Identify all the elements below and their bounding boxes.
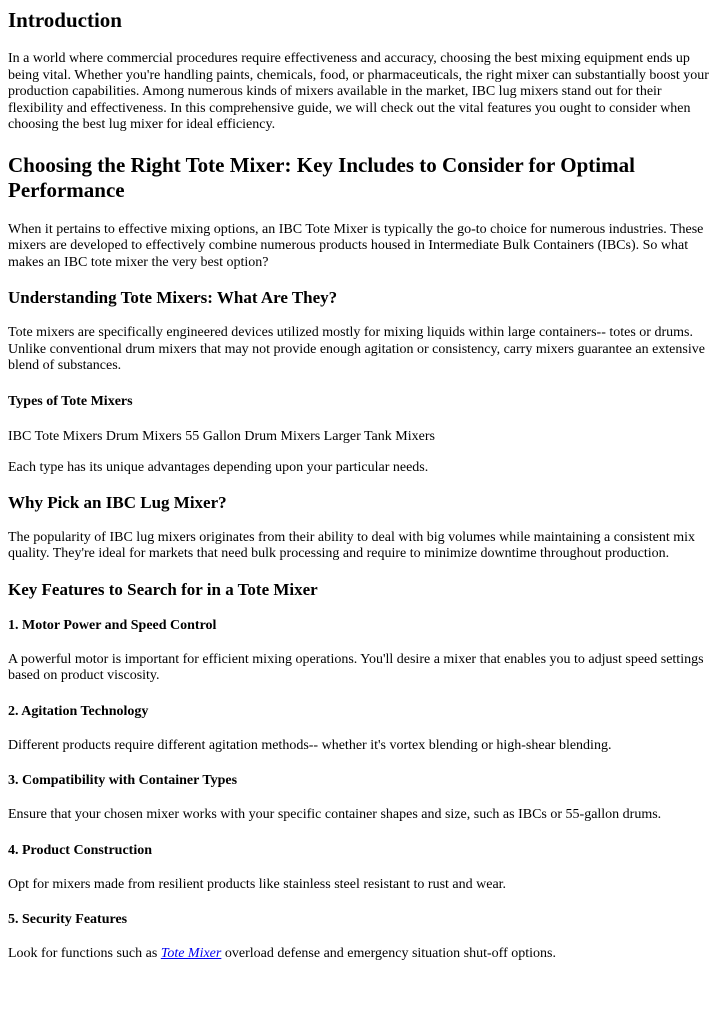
feature-text: Different products require different agitation methods-- whether it's vortex blending or high-shear blending. xyxy=(8,737,612,753)
feature-text: Ensure that your chosen mixer works with your specific container shapes and size, such as IBCs or 55-gallon drums. xyxy=(8,807,662,822)
feature-text: A powerful motor is important for efficient mixing operations. You'll desire a mixer that enables you to adjust speed settings based on product viscosity. xyxy=(8,651,704,683)
why-heading: Why Pick an IBC Lug Mixer? xyxy=(8,492,227,512)
feature-text xyxy=(8,946,712,963)
tote-mixer-link[interactable]: Tote Mixer xyxy=(160,946,222,961)
feature-text: Opt for mixers made from resilient products like stainless steel resistant to rust and wear. xyxy=(8,876,507,892)
choosing-paragraph: When it pertains to effective mixing options, an IBC Tote Mixer is typically the go-to choice for numerous industries. These mixers are developed to effectively combine numerous products housed in Intermediate Bulk Containers (IBCs). So what makes an IBC tote mixer the very best option? xyxy=(8,221,704,270)
feature-title: 1. Motor Power and Speed Control xyxy=(8,617,217,633)
feature-text-before: Look for functions such as xyxy=(8,946,161,961)
intro-heading: Introduction xyxy=(8,8,122,32)
types-paragraph: Each type has its unique advantages depending upon your particular needs. xyxy=(8,460,429,475)
feature-title: 3. Compatibility with Container Types xyxy=(8,773,238,788)
intro-paragraph: In a world where commercial procedures require effectiveness and accuracy, choosing the best mixing equipment ends up being vital. Whether you're handling paints, chemicals, food, or pharmaceuticals, the right mixer can substantially boost your production capabilities. Among numerous kinds of mixers available in the market, IBC lug mixers stand out for their flexibility and effectiveness. In this comprehensive guide, we will check out the vital features you ought to consider when choosing the best lug mixer for ideal efficiency. xyxy=(8,51,709,132)
feature-title: 2. Agitation Technology xyxy=(8,703,149,719)
why-paragraph: The popularity of IBC lug mixers originates from their ability to deal with big volumes while maintaining a consistent mix quality. They're ideal for markets that need bulk processing and require to minimize downtime throughout production. xyxy=(8,529,696,561)
feature-title: 4. Product Construction xyxy=(8,842,153,858)
types-heading: Types of Tote Mixers xyxy=(8,393,133,409)
feature-title: 5. Security Features xyxy=(8,912,128,927)
features-heading: Key Features to Search for in a Tote Mixer xyxy=(8,579,318,599)
choosing-heading: Choosing the Right Tote Mixer: Key Includes to Consider for Optimal Performance xyxy=(8,152,635,202)
types-list: IBC Tote Mixers Drum Mixers 55 Gallon Drum Mixers Larger Tank Mixers xyxy=(8,428,435,444)
understanding-paragraph: Tote mixers are specifically engineered devices utilized mostly for mixing liquids within large containers-- totes or drums. Unlike conventional drum mixers that may not provide enough agitation or consistency, carry mixers guarantee an extensive blend of substances. xyxy=(8,325,705,373)
article xyxy=(0,8,720,963)
understanding-heading: Understanding Tote Mixers: What Are They? xyxy=(8,288,338,307)
feature-text-after: overload defense and emergency situation shut-off options. xyxy=(221,946,556,961)
